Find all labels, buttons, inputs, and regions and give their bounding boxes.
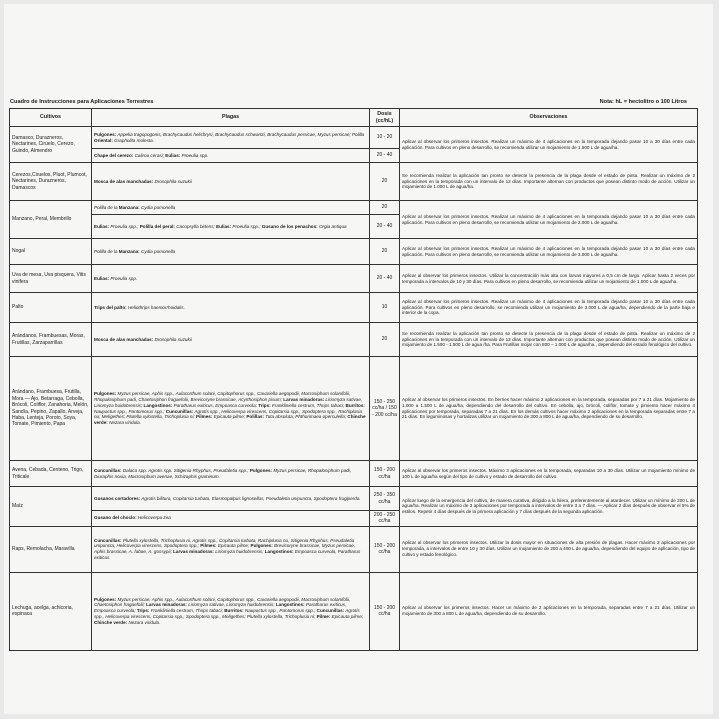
observation-cell: Aplicar al observar los primeros insectos. En berries hacer máximo 2 aplicaciones en la temporada, separadas por 7 a 21 días. Mojamiento de 1.000 a 1.500 L de agua/ha, dependiendo del desarrollo del cultivo. En cebolla, ajo, brócoli, coliflor, tomate y pimiento hacer máximo 4 aplicaciones por temporada, separadas 7 a 21 días. En los demás cultivos hacer máximo 2 aplicaciones en la temporada separadas entre 7 a 21 días. En leguminosas y hortalizas utilizar un mojamiento de 300 a 800 L de agua/ha, dependiendo de su desarrollo. xyxy=(400,357,698,461)
observation-cell: Aplicar al observar los primeros insectos. Hacer un máximo de 2 aplicaciones en la temporada, separadas entre 7 a 21 días. Utilizar un mojamiento de 300 a 800 L de agua/ha, dependiendo de su desarrollo. xyxy=(400,572,698,650)
table-row xyxy=(10,526,698,572)
pest-cell: Cuncunillas: Dalaca spp. Agrotis spp. Sitigenia Rhyphus, Pseudaletia spp.; Pulgones: Myzus persicae, Rhopalosiphum padi, Diuraphis noxia, Macrosiphum avenae, Schizaphis graminum. xyxy=(92,461,370,487)
table-row xyxy=(10,487,698,511)
pest-cell: Pulgones: Appelia tragopogonis, Brachycaudus helichrysi, Brachycaudus schwartzi, Brachycaudus persicae, Myzus persicae; Polilla Oriental: Grapholita molesta. xyxy=(92,127,370,149)
dose-cell: 20 - 40 xyxy=(370,265,400,293)
table-header-row xyxy=(10,109,698,127)
observation-cell: Se recomienda realizar la aplicación tan pronto se detecte la presencia de la plaga desde el estado de pinta. Realizar un máximo de 2 aplicaciones en la temporada con un intervalo de 12 días. Importante alternan con productos que posean distinto modo de acción. Utilizar un mojamiento de 1.000 L de agua/ha. xyxy=(400,163,698,201)
crop-cell: Maíz xyxy=(10,487,92,527)
table-row xyxy=(10,163,698,201)
crop-cell: Uva de mesa, Uva pisquera, Vitis vinifera xyxy=(10,265,92,293)
dose-cell: 150 - 200 cc/ha xyxy=(370,526,400,572)
pest-cell: Mosca de alas manchadas: Drosophila suzukii xyxy=(92,163,370,201)
header-pests: Plagas xyxy=(92,109,370,127)
pest-cell: Trips del palto: Heliothrips haemorrhoidalis. xyxy=(92,293,370,323)
pest-cell: Polilla de la Manzana: Cydia pomonella xyxy=(92,201,370,215)
crop-cell: Lechuga, acelga, achicoria, espinaca xyxy=(10,572,92,650)
pest-cell: Gusanos cortadores: Agrotis bilitura, Copitarsia turbata, Elasmopalpus lignosellus, Pseudaletia unipuncta, Spodoptera frugiperda. xyxy=(92,487,370,511)
observation-cell: Se recomienda realizar la aplicación tan pronto se detecte la presencia de la plaga desde el estado de pinta. Realizar un máximo de 2 aplicaciones en la temporada con un intervalo de 12 días. Importante alternan con productos que posean distinto modo de acción. Utilizar un mojamiento de 1.500 - 1.500 L de agua /ha. Para Frutillas mojar con 800 – 1.000 L de agua/ha., dependiendo del estado fenológico del cultivo. xyxy=(400,323,698,357)
pest-cell: Cuncunillas: Plutella xylostella, Trichoplusia ni, Agrotis spp., Copitarsia turbata, Rachiplusia nu, Sitigenia Rhyphus, Pseudaletia unipuncta, Helicoverpa virescens, Spodoptera spp.; Pilmes: Epicauta pilme; Pulgones: Brevicoryne brassicae, Myzus persicae, Aphis brassicae, A. fabae, A. gossypii; Larvas minadoras: Liriomyza huidobrensis; Langostinos: Empoasca curveola, Paratharus exiticus. xyxy=(92,526,370,572)
table-row xyxy=(10,357,698,461)
pest-cell: Eulias: Proeulia spp. xyxy=(92,265,370,293)
observation-cell: Aplicar al observar los primeros insectos. Realizar un máximo de 4 aplicaciones en la temporada dejando pasar 10 a 30 días entre cada aplicación. Para cultivos en pleno desarrollo, se recomienda utilizar un mojamiento de 3.000 L de agua/ha, dependiendo de la parte baja e interior de la copa. xyxy=(400,293,698,323)
crop-cell: Nogal xyxy=(10,239,92,265)
observation-cell: Aplicar al observar los primeros insectos. Utilizar la dosis mayor en situaciones de alta presión de plagas. Hacer máximo 2 aplicaciones por temporada, a intervalos de entre 10 y 30 días. Utilizar un mojamiento de 200 a 400 L de agua/ha, dependiendo del equipo de aplicación, tipo de cultivo y estado fenológico. xyxy=(400,526,698,572)
dose-cell: 150 - 200 cc/ha xyxy=(370,572,400,650)
crop-cell: Cerezos,Ciruelos, Pluot, Plumcot, Nectarines, Durazneros, Damascos xyxy=(10,163,92,201)
table-row xyxy=(10,201,698,215)
crop-cell: Arándanos, Frambuesas, Moras, Frutillas, Zarzaparrillas xyxy=(10,323,92,357)
document-sheet xyxy=(4,4,713,714)
table-row xyxy=(10,127,698,149)
observation-cell: Aplicar al observar los primeros insectos. Utilizar la concentración más alta con larvas mayores a 0,5 cm de largo. Aplicar hasta 2 veces por temporada a intervalos de 10 y 30 días. Para cultivos en pleno desarrollo, se recomienda utilizar un mojamiento de 1.000 L de agua/ha. xyxy=(400,265,698,293)
dose-cell: 10 xyxy=(370,293,400,323)
pest-cell: Pulgones: Myzus persicae, Aphis spp., Aulacorthum solani, Capitophorus spp., Cavariella aegopodii, Macrosiphum solanifolii, Rhopalosiphum padi, Chaetosiphon fragaefolii, Brevicoryne brassicae, Acyrthosiphon pisum; Larvas minadoras: Liriomyza sativae, Liriomyza huidobrensis; Langostinos: Paratharus exiticus, Empoasca curveola; Trips: Frankliniella cestrum, Thrips tabaci; Burritos: Naupactus spp., Pantomorus spp.; Cuncunillas: Agrotis spp., Helicoverpa virescens, Copitarsia spp., Spodoptera spp., Rachiplusia nu; Meligethes; Plutella xylostella, Trichoplusia ni; Pilmes: Epicauta pilme; Polillas: Tuta absoluta, Phthorimaea operculella; Chinche verde: Nezara viridula. xyxy=(92,357,370,461)
dose-cell: 20 xyxy=(370,163,400,201)
table-row xyxy=(10,323,698,357)
crop-cell: Arándano, Frambuesa, Frutilla, Mora — Ajo, Betarraga, Cebolla, Brócoli, Coliflor, Zanahoria, Melón, Sandía, Pepino, Zapallo, Arveja, Haba, Lenteja, Poroto, Soya, Tomate, Pimiento, Papa xyxy=(10,357,92,461)
document-title: Cuadro de Instrucciones para Aplicaciones Terrestres xyxy=(10,99,154,105)
instructions-table xyxy=(9,108,698,651)
crop-cell: Damasco, Durazneros, Nectarines, Ciruelo, Cerezo, Guindo, Almendro xyxy=(10,127,92,163)
table-body xyxy=(10,127,698,651)
crop-cell: Avena, Cebada, Centeno, Trigo, Triticale xyxy=(10,461,92,487)
pest-cell: Polilla de la Manzana: Cydia pomonella xyxy=(92,239,370,265)
header-dose: Dosis (cc/hL) xyxy=(370,109,400,127)
observation-cell: Aplicar al observar los primeros insectos. Realizar un máximo de 4 aplicaciones en la temporada dejando pasar 10 a 30 días entre cada aplicación. Para cultivos en pleno desarrollo, se recomienda utilizar un mojamiento de 2.000 L de agua/ha. xyxy=(400,201,698,239)
dose-cell: 150 - 250 cc/ha / 150 - 200 cc/ha xyxy=(370,357,400,461)
dose-cell: 20 xyxy=(370,201,400,215)
observation-cell: Aplicar al observar los primeros insectos. Realizar un máximo de 4 aplicaciones en la temporada dejando pasar 10 a 30 días entre cada aplicación. Para cultivos en pleno desarrollo, se recomienda utilizar un mojamiento de 1.500 L de agua/ha. xyxy=(400,127,698,163)
observation-cell: Aplicar al observar los primeros insectos. Realizar un máximo de 4 aplicaciones en la temporada dejando pasar 10 a 30 días entre cada aplicación. Para cultivos en pleno desarrollo, se recomienda utilizar un mojamiento de 3.000 L de agua/ha. xyxy=(400,239,698,265)
table-row xyxy=(10,572,698,650)
dose-cell: 20 xyxy=(370,323,400,357)
dose-cell: 250 - 350 cc/ha xyxy=(370,487,400,511)
pest-cell: Eulias: Proeulia spp.; Polilla del peral: Cacopsylla bidens; Eulias: Proeulia spp.; Gusano de los penachos: Orgia antiqua xyxy=(92,215,370,239)
header-crops: Cultivos xyxy=(10,109,92,127)
crop-cell: Palto xyxy=(10,293,92,323)
dose-cell: 20 - 40 xyxy=(370,149,400,163)
header-observations: Observaciones xyxy=(400,109,698,127)
document-note: Nota: hL = hectolitro o 100 Litros xyxy=(599,99,687,105)
dose-cell: 200 - 250 cc/ha xyxy=(370,511,400,527)
table-row xyxy=(10,265,698,293)
pest-cell: Gusano del choclo: Helicoverpa zea xyxy=(92,511,370,527)
pest-cell: Mosca de alas manchadas: Drosophila suzukii xyxy=(92,323,370,357)
crop-cell: Manzano, Peral, Membrillo xyxy=(10,201,92,239)
observation-cell: Aplicar al observar los primeros insectos. Máximo 3 aplicaciones en la temporada, separadas 10 a 30 días. Utilizar un mojamiento mínimo de 100 L de agua/ha según del tipo de cultivo y estado de desarrollo del cultivo. xyxy=(400,461,698,487)
table-row xyxy=(10,293,698,323)
table-row xyxy=(10,461,698,487)
dose-cell: 10 - 20 xyxy=(370,127,400,149)
table-row xyxy=(10,239,698,265)
dose-cell: 150 - 200 cc/ha xyxy=(370,461,400,487)
observation-cell: Aplicar luego de la emergencia del cultivo, de manera curativa, dirigido a la hilera, preferentemente al atardecer. Utilizar un mínimo de 200 L de agua/ha. Realizar un máximo de 3 aplicaciones por temporada a intervalos de entre 3 a 7 días. — Aplicar 2 días después de observar el 5% de estilos. Repetir 4 días después de la primera aplicación y 7 días después de la segunda aplicación. xyxy=(400,487,698,527)
dose-cell: 20 - 40 xyxy=(370,215,400,239)
crop-cell: Raps, Remolacha, Maravilla xyxy=(10,526,92,572)
dose-cell: 20 xyxy=(370,239,400,265)
pest-cell: Pulgones: Myzus persicae, Aphis spp., Aulacorthum solani, Capitophorus spp., Cavariella aegopodii, Macrosiphum solanifolii, Chaetosiphon fragaefolii; Larvas minadoras: Liriomyza sativae, Liriomyza huidobrensis; Langostinos: Paratharus exiticus, Empoasca curveola; Trips: Frankliniella cestrum, Thrips tabaci; Burritos: Naupactus spp., Pantomorus spp.; Cuncunillas: Agrotis spp., Helicoverpa virescens, Copitarsia spp., Spodoptera spp., Meligethes; Plutella xylostella, Trichoplusia ni; Pilme: Epicauta pilme; Chinche verde: Nezara viridula. xyxy=(92,572,370,650)
pest-cell: Chape del cerezo: Caliroa cerasi; Eulias: Proeulia spp. xyxy=(92,149,370,163)
